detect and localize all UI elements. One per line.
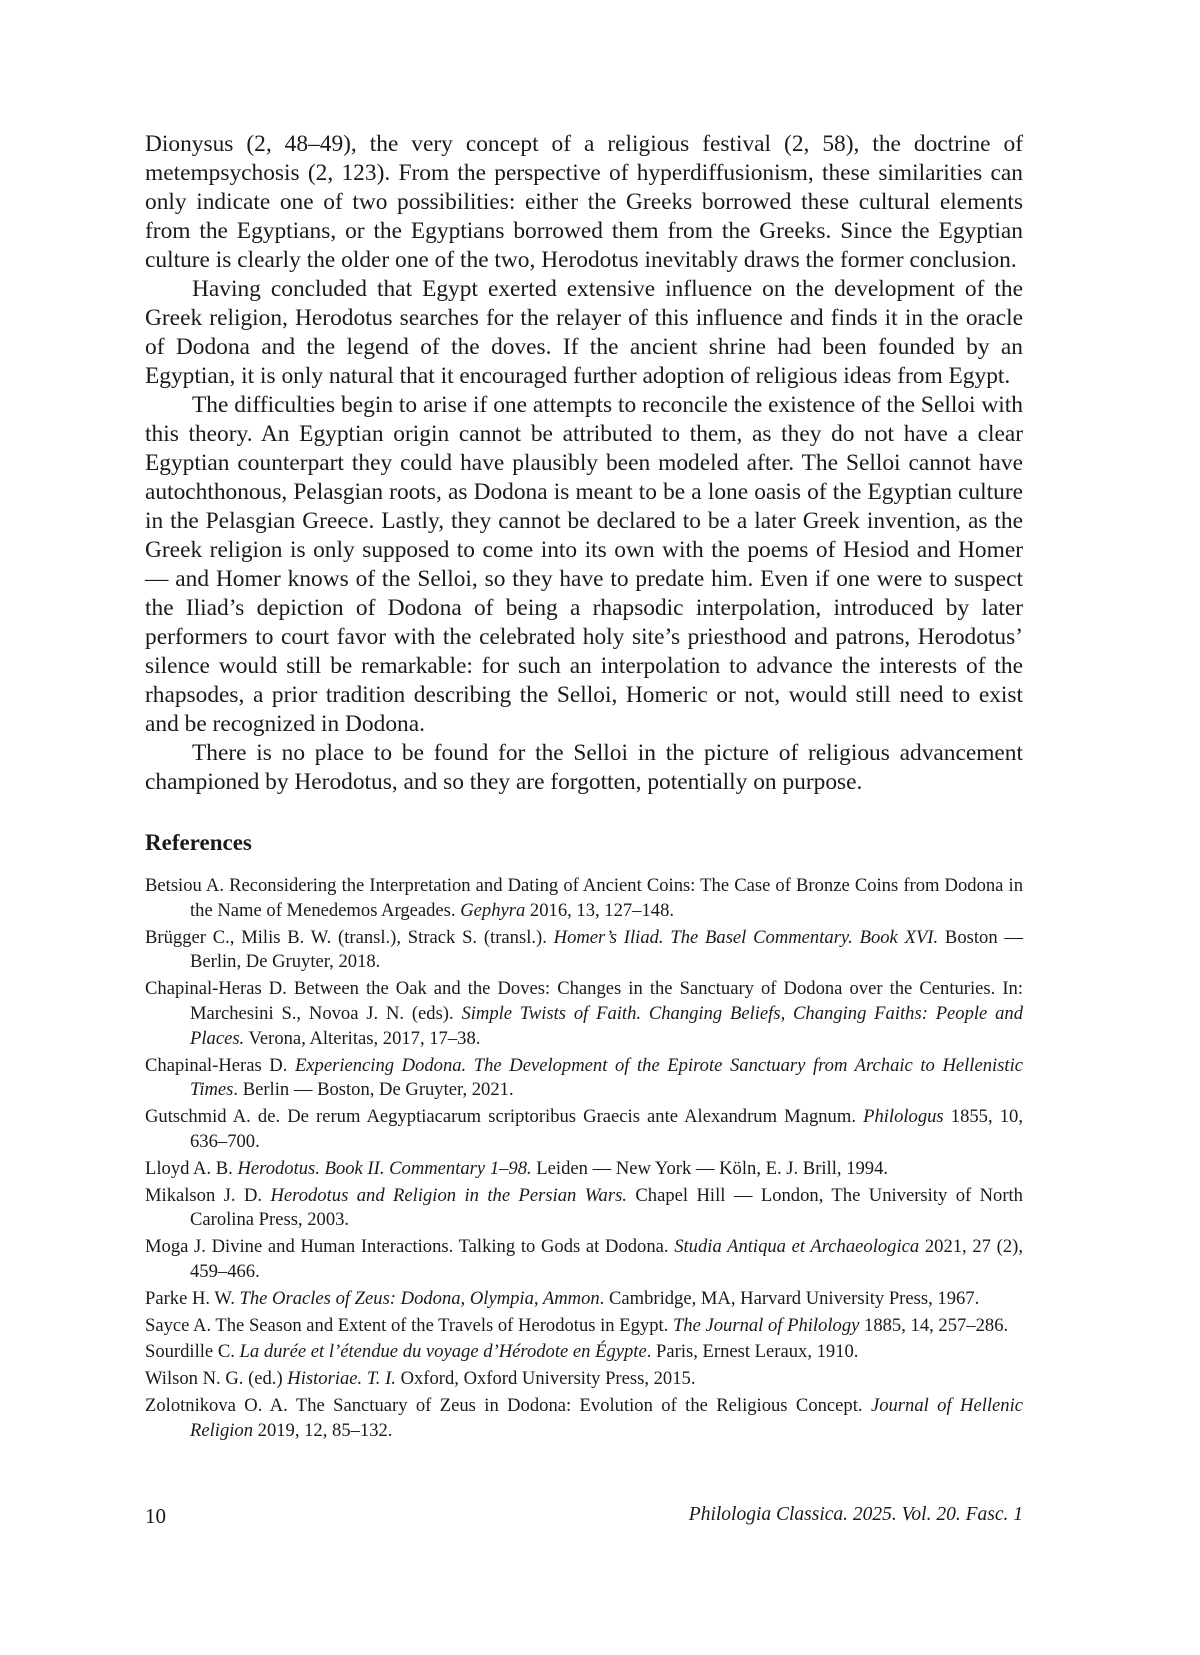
reference-item: Gutschmid A. de. De rerum Aegyptiacarum scriptoribus Graecis ante Alexandrum Magnum. Philologus 1855, 10, 636–700.: [145, 1106, 1023, 1152]
reference-item: Mikalson J. D. Herodotus and Religion in the Persian Wars. Chapel Hill — London, The University of North Carolina Press, 2003.: [145, 1184, 1023, 1231]
paragraph: There is no place to be found for the Selloi in the picture of religious advancement championed by Herodotus, and so they are forgotten, potentially on purpose.: [145, 740, 1023, 795]
reference-item: Zolotnikova O. A. The Sanctuary of Zeus in Dodona: Evolution of the Religious Concept. Journal of Hellenic Religion 2019, 12, 85–132.: [145, 1394, 1023, 1441]
reference-item: Moga J. Divine and Human Interactions. Talking to Gods at Dodona. Studia Antiqua et Archaeologica 2021, 27 (2), 459–466.: [145, 1236, 1023, 1282]
references-heading: References: [145, 830, 252, 855]
paragraph: Dionysus (2, 48–49), the very concept of a religious festival (2, 58), the doctrine of metempsychosis (2, 123). From the perspective of hyperdiffusionism, these similarities can only indicate one of two possibilities: either the Greeks borrowed these cultural elements from the Egyptians, or the Egyptians borrowed them from the Greeks. Since the Egyptian culture is clearly the older one of the two, Herodotus inevitably draws the former conclusion.: [145, 131, 1023, 273]
reference-item: Brügger C., Milis B. W. (transl.), Strack S. (transl.). Homer’s Iliad. The Basel Commentary. Book XVI. Boston — Berlin, De Gruyter, 2018.: [145, 926, 1024, 973]
body-text: [145, 130, 1023, 797]
paragraph: Having concluded that Egypt exerted extensive influence on the development of the Greek religion, Herodotus searches for the relayer of this influence and finds it in the oracle of Dodona and the legend of the doves. If the ancient shrine had been founded by an Egyptian, it is only natural that it encouraged further adoption of religious ideas from Egypt.: [145, 276, 1023, 389]
reference-item: Parke H. W. The Oracles of Zeus: Dodona, Olympia, Ammon. Cambridge, MA, Harvard University Press, 1967.: [145, 1287, 980, 1309]
paragraph: The difficulties begin to arise if one attempts to reconcile the existence of the Selloi with this theory. An Egyptian origin cannot be attributed to them, as they do not have a clear Egyptian counterpart they could have plausibly been modeled after. The Selloi cannot have autochthonous, Pelasgian roots, as Dodona is meant to be a lone oasis of the Egyptian culture in the Pelasgian Greece. Lastly, they cannot be declared to be a later Greek invention, as the Greek religion is only supposed to come into its own with the poems of Hesiod and Homer — and Homer knows of the Selloi, so they have to predate him. Even if one were to suspect the Iliad’s depiction of Dodona of being a rhapsodic interpolation, introduced by later performers to court favor with the celebrated holy site’s priesthood and patrons, Herodotus’ silence would still be remarkable: for such an interpolation to advance the interests of the rhapsodes, a prior tradition describing the Selloi, Homeric or not, would still need to exist and be recognized in Dodona.: [145, 392, 1023, 737]
reference-item: Sourdille C. La durée et l’étendue du voyage d’Hérodote en Égypte. Paris, Ernest Leraux, 1910.: [145, 1341, 859, 1363]
reference-item: Sayce A. The Season and Extent of the Travels of Herodotus in Egypt. The Journal of Philology 1885, 14, 257–286.: [145, 1314, 1009, 1336]
journal-citation: Philologia Classica. 2025. Vol. 20. Fasc. 1: [688, 1504, 1023, 1525]
reference-item: Betsiou A. Reconsidering the Interpretation and Dating of Ancient Coins: The Case of Bronze Coins from Dodona in the Name of Menedemos Argeades. Gephyra 2016, 13, 127–148.: [145, 875, 1023, 921]
page-content: [145, 130, 1023, 1446]
reference-item: Chapinal-Heras D. Experiencing Dodona. The Development of the Epirote Sanctuary from Archaic to Hellenistic Times. Berlin — Boston, De Gruyter, 2021.: [145, 1054, 1023, 1101]
reference-item: Lloyd A. B. Herodotus. Book II. Commentary 1–98. Leiden — New York — Köln, E. J. Brill, 1994.: [145, 1157, 889, 1179]
reference-item: Chapinal-Heras D. Between the Oak and the Doves: Changes in the Sanctuary of Dodona over the Centuries. In: Marchesini S., Novoa J. N. (eds). Simple Twists of Faith. Changing Beliefs, Changing Faiths: People and Places. Verona, Alteritas, 2017, 17–38.: [145, 978, 1024, 1049]
reference-item: Wilson N. G. (ed.) Historiae. T. I. Oxford, Oxford University Press, 2015.: [145, 1368, 696, 1390]
page-number: 10: [145, 1504, 166, 1528]
references-list: [145, 874, 1023, 1444]
